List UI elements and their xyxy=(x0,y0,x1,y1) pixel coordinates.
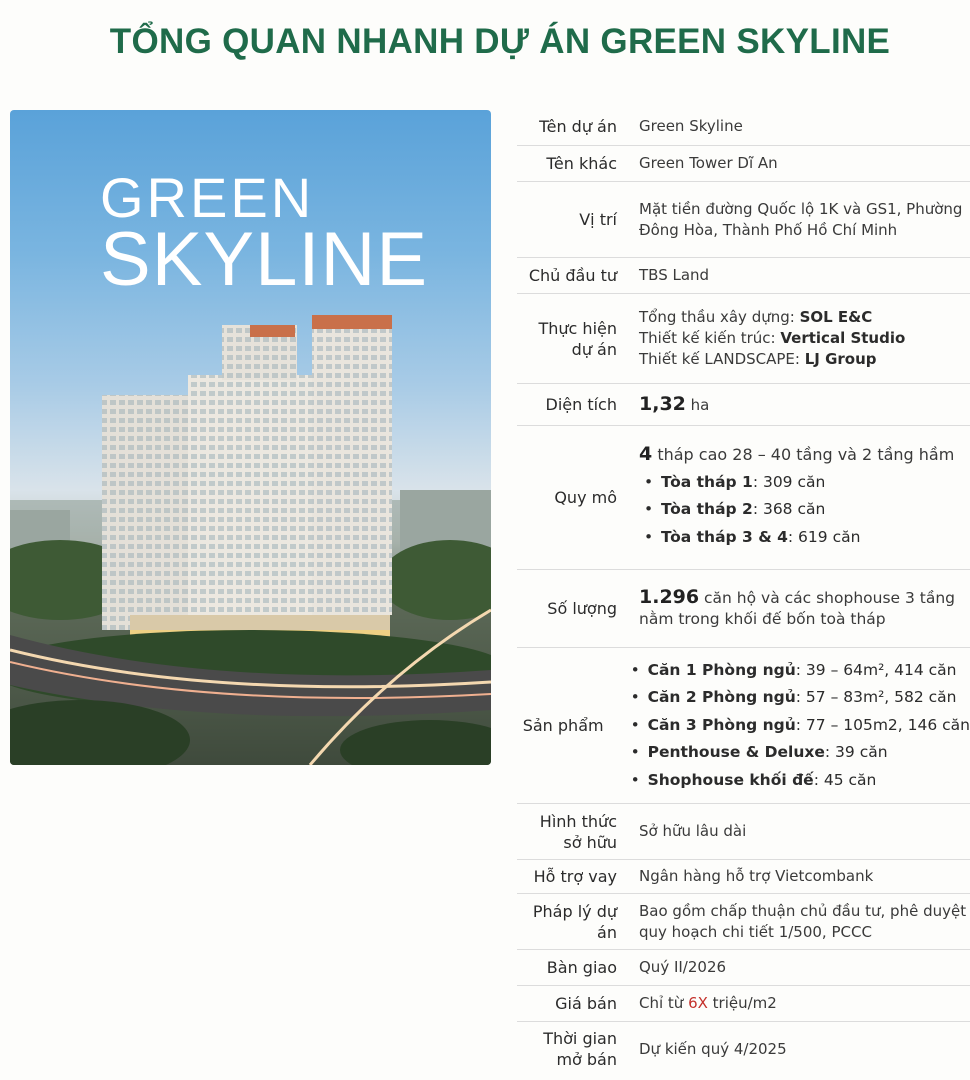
tower-count: 4 xyxy=(639,442,653,465)
row-label: Vị trí xyxy=(579,210,617,229)
row-label: Sản phẩm xyxy=(522,716,604,735)
contractor-line xyxy=(639,307,970,328)
price-suffix: triệu/m2 xyxy=(707,994,777,1012)
quantity-text: căn hộ và các shophouse 3 tầng nằm trong khối đế bốn toà tháp xyxy=(639,589,956,628)
row-value: Dự kiến quý 4/2025 xyxy=(639,1039,787,1058)
row-value: TBS Land xyxy=(639,266,710,284)
product-list xyxy=(626,657,970,795)
row-area xyxy=(517,384,970,426)
item-value: : 39 căn xyxy=(824,743,888,762)
contractor-role: Thiết kế LANDSCAPE: xyxy=(639,350,805,368)
row-label: Quy mô xyxy=(554,488,617,507)
contractor-line xyxy=(639,328,970,349)
row-value: Sở hữu lâu dài xyxy=(639,822,747,840)
unit-count: 1.296 xyxy=(639,586,700,608)
item-key: Tòa tháp 1 xyxy=(661,472,753,491)
list-item xyxy=(639,469,970,497)
item-key: Shophouse khối đế xyxy=(647,770,814,789)
row-value: Quý II/2026 xyxy=(639,958,727,976)
row-label: Chủ đầu tư xyxy=(528,266,617,285)
row-value xyxy=(626,657,970,795)
contractor-name: Vertical Studio xyxy=(780,329,906,347)
item-key: Tòa tháp 2 xyxy=(661,500,753,519)
item-value: : 619 căn xyxy=(787,527,861,546)
row-label: Thời gian mở bán xyxy=(543,1029,617,1069)
row-value xyxy=(639,307,970,370)
project-info-table xyxy=(517,108,970,1076)
project-logo xyxy=(100,166,429,302)
row-value xyxy=(639,444,970,552)
row-developer xyxy=(517,258,970,294)
contractor-line xyxy=(639,349,970,370)
list-item xyxy=(626,657,970,685)
item-value: : 39 – 64m², 414 căn xyxy=(795,660,957,679)
list-item xyxy=(626,739,970,767)
list-item xyxy=(639,496,970,524)
row-location xyxy=(517,182,970,258)
row-value: Green Tower Dĩ An xyxy=(639,154,778,172)
price-highlight: 6X xyxy=(688,994,708,1012)
row-label: Bàn giao xyxy=(546,958,617,977)
row-price xyxy=(517,986,970,1022)
price-prefix: Chỉ từ xyxy=(639,994,689,1012)
scale-text: tháp cao 28 – 40 tầng và 2 tầng hầm xyxy=(652,444,955,464)
item-key: Căn 1 Phòng ngủ xyxy=(647,660,796,679)
list-item xyxy=(626,712,970,740)
row-label: Thực hiện dự án xyxy=(538,318,617,359)
row-value xyxy=(639,587,970,630)
row-ownership xyxy=(517,804,970,860)
row-label: Tên dự án xyxy=(539,117,617,136)
logo-line-2: SKYLINE xyxy=(100,217,429,302)
item-key: Tòa tháp 3 & 4 xyxy=(661,527,788,546)
list-item xyxy=(626,684,970,712)
row-label: Pháp lý dự án xyxy=(532,901,617,942)
row-value: Mặt tiền đường Quốc lộ 1K và GS1, Phường Đông Hòa, Thành Phố Hồ Chí Minh xyxy=(639,199,963,239)
area-number: 1,32 xyxy=(639,392,686,415)
row-legal xyxy=(517,894,970,950)
row-handover xyxy=(517,950,970,986)
item-key: Căn 3 Phòng ngủ xyxy=(647,715,796,734)
row-quantity xyxy=(517,570,970,648)
row-project-name xyxy=(517,108,970,146)
row-label: Hình thức sở hữu xyxy=(539,811,617,852)
row-label: Giá bán xyxy=(555,994,617,1013)
row-loan-support xyxy=(517,860,970,894)
row-label: Hỗ trợ vay xyxy=(533,867,617,886)
item-value: : 45 căn xyxy=(813,770,877,789)
item-value: : 309 căn xyxy=(752,472,826,491)
contractor-role: Tổng thầu xây dựng: xyxy=(639,308,800,326)
item-value: : 368 căn xyxy=(752,500,826,519)
row-value xyxy=(639,394,970,416)
row-label: Số lượng xyxy=(547,599,617,618)
row-label: Diện tích xyxy=(545,395,617,414)
scale-summary xyxy=(639,444,970,465)
contractor-name: SOL E&C xyxy=(799,308,873,326)
row-other-name xyxy=(517,146,970,182)
list-item xyxy=(626,767,970,795)
tower-list xyxy=(639,469,970,552)
item-key: Penthouse & Deluxe xyxy=(647,743,825,762)
contractor-name: LJ Group xyxy=(804,350,877,368)
logo-line-1: GREEN xyxy=(100,166,315,229)
row-products xyxy=(517,648,970,804)
row-contractors xyxy=(517,294,970,384)
row-value: Bao gồm chấp thuận chủ đầu tư, phê duyệt quy hoạch chi tiết 1/500, PCCC xyxy=(639,901,967,941)
item-value: : 57 – 83m², 582 căn xyxy=(795,688,957,707)
row-sale-date xyxy=(517,1022,970,1076)
item-key: Căn 2 Phòng ngủ xyxy=(647,688,796,707)
row-value: Ngân hàng hỗ trợ Vietcombank xyxy=(639,867,874,885)
item-value: : 77 – 105m2, 146 căn xyxy=(795,715,970,734)
project-name-link[interactable]: Green Skyline xyxy=(639,117,743,135)
row-label: Tên khác xyxy=(546,154,617,173)
contractor-role: Thiết kế kiến trúc: xyxy=(639,329,781,347)
list-item xyxy=(639,524,970,552)
project-render-image xyxy=(10,110,491,765)
area-unit: ha xyxy=(685,395,710,414)
row-scale xyxy=(517,426,970,570)
row-value xyxy=(639,993,970,1014)
page-title: TỔNG QUAN NHANH DỰ ÁN GREEN SKYLINE xyxy=(109,22,891,61)
